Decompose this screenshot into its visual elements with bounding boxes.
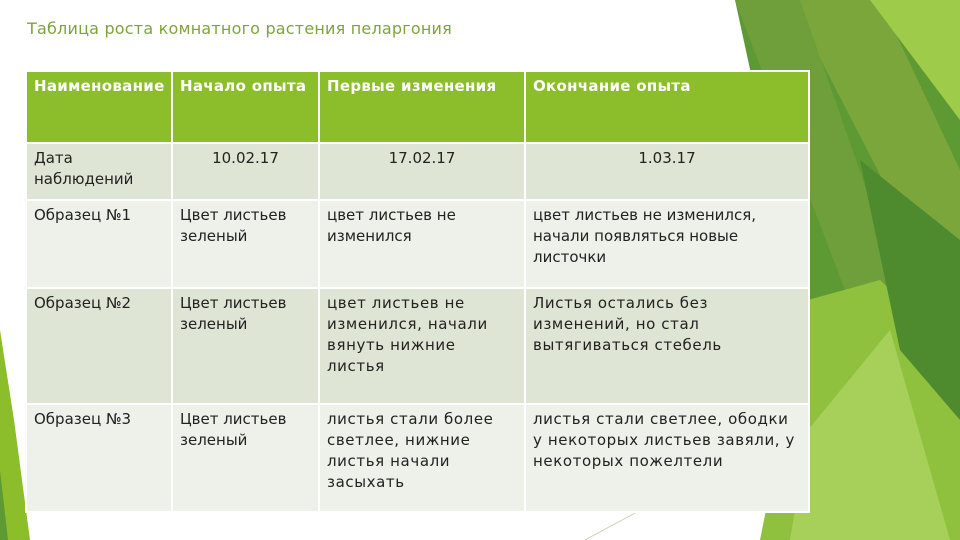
table-cell: цвет листьев не изменился <box>319 200 525 288</box>
header-cell-start: Начало опыта <box>172 71 319 143</box>
table-row <box>26 200 809 288</box>
table-cell: Цвет листьев зеленый <box>172 404 319 512</box>
header-cell-end: Окончание опыта <box>525 71 809 143</box>
table-row <box>26 143 809 200</box>
table-cell: листья стали светлее, ободки у некоторых листьев завяли, у некоторых пожелтели <box>525 404 809 512</box>
header-cell-first-changes: Первые изменения <box>319 71 525 143</box>
table-row <box>26 404 809 512</box>
table-row <box>26 288 809 404</box>
table-cell: 1.03.17 <box>525 143 809 200</box>
table-cell: 17.02.17 <box>319 143 525 200</box>
table-cell: Цвет листьев зеленый <box>172 288 319 404</box>
table-cell: Листья остались без изменений, но стал вытягиваться стебель <box>525 288 809 404</box>
table-cell: Образец №1 <box>26 200 172 288</box>
table-cell: Цвет листьев зеленый <box>172 200 319 288</box>
table-header-row <box>26 71 809 143</box>
table-cell: Дата наблюдений <box>26 143 172 200</box>
table-cell: Образец №2 <box>26 288 172 404</box>
table-cell: листья стали более светлее, нижние листья начали засыхать <box>319 404 525 512</box>
table-cell: 10.02.17 <box>172 143 319 200</box>
growth-table <box>25 70 810 513</box>
table-cell: цвет листьев не изменился, начали появляться новые листочки <box>525 200 809 288</box>
table-cell: цвет листьев не изменился, начали вянуть нижние листья <box>319 288 525 404</box>
page-title: Таблица роста комнатного растения пеларгония <box>27 19 452 38</box>
header-cell-name: Наименование <box>26 71 172 143</box>
table-cell: Образец №3 <box>26 404 172 512</box>
